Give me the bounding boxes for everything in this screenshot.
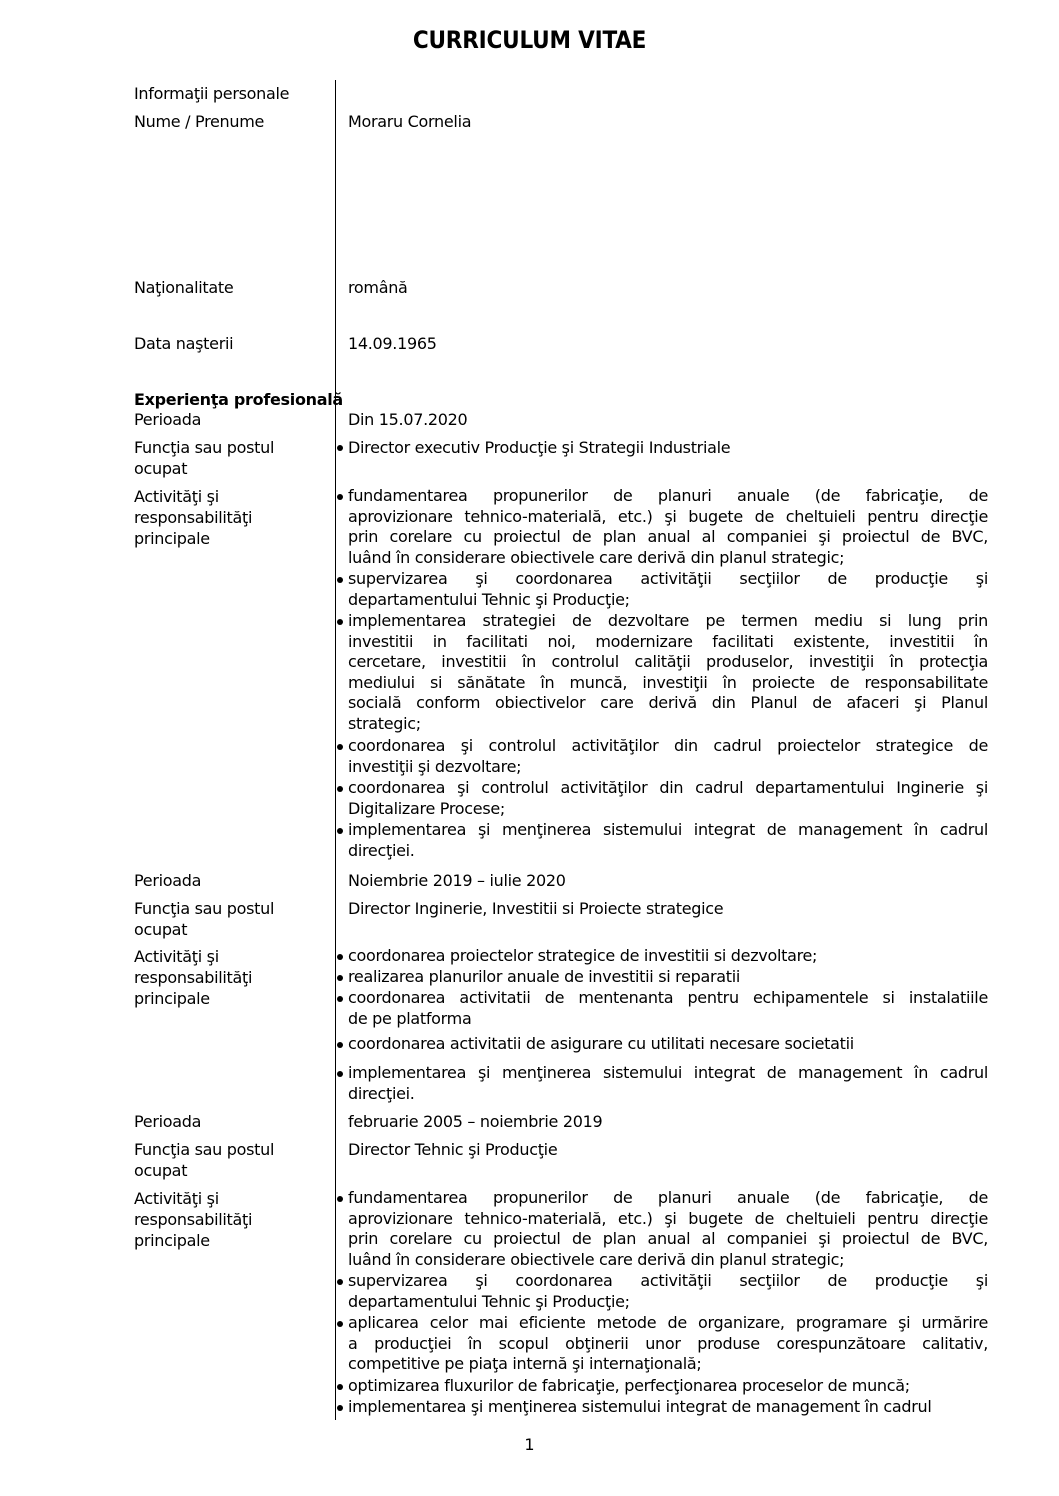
responsibility-item	[348, 569, 988, 610]
bullet-dot	[337, 1279, 343, 1285]
responsibility-line: implementarea şi menţinerea sistemului integrat de management în cadrul	[348, 820, 988, 839]
bullet-dot	[337, 1405, 343, 1411]
nationality-value: română	[348, 278, 408, 297]
responsibility-item	[348, 611, 988, 735]
responsibility-item	[348, 778, 988, 819]
bullet-dot	[337, 1196, 343, 1202]
bullet-dot	[337, 954, 343, 960]
bullet-dot	[337, 1321, 343, 1327]
responsibility-line: departamentului Tehnic şi Producţie;	[348, 1291, 630, 1311]
position-label: Funcţia sau postul ocupat	[134, 1140, 275, 1180]
responsibility-item	[348, 736, 988, 777]
responsibility-line: coordonarea activitatii de mentenanta pentru echipamentele si instalatiile	[348, 988, 988, 1007]
name-label: Nume / Prenume	[134, 112, 265, 131]
responsibility-line: aplicarea celor mai eficiente metode de organizare, programare şi urmărire	[348, 1313, 988, 1332]
bullet-dot	[337, 975, 343, 981]
position-label: Funcţia sau postul ocupat	[134, 438, 275, 478]
bullet-dot	[337, 1042, 343, 1048]
responsibility-item	[348, 967, 988, 988]
responsibility-line: luând în considerare obiectivele care derivă din planul strategic;	[348, 547, 845, 567]
responsibility-line: Digitalizare Procese;	[348, 798, 505, 818]
bullet-dot	[337, 786, 343, 792]
responsibility-line: socială conform obiectivelor care derivă din Planul de afaceri şi Planul	[348, 693, 988, 713]
responsibility-line: strategic;	[348, 713, 421, 733]
responsibility-line: prin corelare cu proiectul de plan anual al companiei şi proiectul de BVC,	[348, 527, 988, 547]
position-value: Director Tehnic şi Producţie	[348, 1140, 558, 1159]
responsibility-item	[348, 1397, 988, 1418]
period-label: Perioada	[134, 1112, 202, 1131]
responsibility-item	[348, 1271, 988, 1312]
responsibility-item	[348, 1034, 988, 1055]
bullet-dot	[337, 1071, 343, 1077]
responsibility-line: fundamentarea propunerilor de planuri anuale (de fabricaţie, de	[348, 1188, 988, 1207]
responsibility-item	[348, 1063, 988, 1104]
bullet-dot	[337, 619, 343, 625]
responsibility-line: fundamentarea propunerilor de planuri anuale (de fabricaţie, de	[348, 486, 988, 505]
responsibility-item	[348, 1188, 988, 1270]
experience-heading: Experienţa profesională	[134, 390, 343, 409]
bullet-dot	[337, 828, 343, 834]
responsibility-line: competitive pe piaţa internă şi internaţională;	[348, 1354, 702, 1374]
responsibility-line: aprovizionare tehnico-materială, etc.) şi bugete de cheltuieli pentru direcţie	[348, 506, 988, 526]
responsibility-line: a producţiei în scopul obţinerii unor produse corespunzătoare calitativ,	[348, 1333, 988, 1353]
responsibility-line: de pe platforma	[348, 1008, 472, 1028]
position-label: Funcţia sau postul ocupat	[134, 899, 275, 939]
responsibility-line: prin corelare cu proiectul de plan anual al companiei şi proiectul de BVC,	[348, 1229, 988, 1249]
position-value: Director Inginerie, Investitii si Proiecte strategice	[348, 899, 724, 918]
responsibility-line: coordonarea proiectelor strategice de investitii si dezvoltare;	[348, 946, 818, 965]
activities-label: Activităţi şi responsabilităţi principale	[134, 1189, 253, 1250]
responsibility-line: implementarea şi menţinerea sistemului integrat de management în cadrul	[348, 1063, 988, 1082]
responsibility-line: optimizarea fluxurilor de fabricaţie, perfecţionarea proceselor de muncă;	[348, 1376, 910, 1395]
responsibility-item	[348, 946, 988, 967]
responsibility-item	[348, 1313, 988, 1375]
period-value: Din 15.07.2020	[348, 410, 468, 429]
bullet-dot	[337, 577, 343, 583]
responsibility-line: implementarea strategiei de dezvoltare pe termen mediu si lung prin	[348, 611, 988, 630]
personal-info-heading: Informaţii personale	[134, 84, 290, 103]
period-value: februarie 2005 – noiembrie 2019	[348, 1112, 603, 1131]
responsibility-line: cercetare, investitii în controlul calităţii produselor, investiţii în protecţia	[348, 652, 988, 672]
responsibility-line: luând în considerare obiectivele care derivă din planul strategic;	[348, 1249, 845, 1269]
bullet-dot	[337, 494, 343, 500]
column-divider	[335, 80, 336, 1420]
document-title: CURRICULUM VITAE	[412, 26, 647, 54]
responsibility-line: investitii in facilitati noi, modernizare facilitati existente, investitii în	[348, 631, 988, 651]
responsibility-line: mediului si sănătate în muncă, investiţii în proiecte de responsabilitate	[348, 672, 988, 692]
position-value: Director executiv Producţie şi Strategii Industriale	[348, 438, 731, 457]
activities-label: Activităţi şi responsabilităţi principale	[134, 947, 253, 1008]
responsibility-line: supervizarea şi coordonarea activităţii secţiilor de producţie şi	[348, 569, 988, 588]
responsibility-line: coordonarea activitatii de asigurare cu utilitati necesare societatii	[348, 1034, 854, 1053]
responsibility-line: departamentului Tehnic şi Producţie;	[348, 589, 630, 609]
nationality-label: Naţionalitate	[134, 278, 234, 297]
responsibility-item	[348, 486, 988, 568]
responsibility-line: coordonarea şi controlul activităţilor din cadrul proiectelor strategice de	[348, 736, 988, 755]
bullet-dot	[337, 744, 343, 750]
responsibility-item	[348, 1376, 988, 1397]
responsibility-line: direcţiei.	[348, 1083, 415, 1103]
responsibility-line: coordonarea şi controlul activităţilor din cadrul departamentului Inginerie şi	[348, 778, 988, 797]
responsibility-line: direcţiei.	[348, 840, 415, 860]
bullet-dot	[337, 445, 343, 451]
birth-date-label: Data naşterii	[134, 334, 234, 353]
period-label: Perioada	[134, 871, 202, 890]
activities-label: Activităţi şi responsabilităţi principale	[134, 487, 253, 548]
responsibility-item	[348, 988, 988, 1029]
period-label: Perioada	[134, 410, 202, 429]
responsibility-line: investiţii şi dezvoltare;	[348, 756, 522, 776]
responsibility-line: aprovizionare tehnico-materială, etc.) şi bugete de cheltuieli pentru direcţie	[348, 1208, 988, 1228]
bullet-dot	[337, 1384, 343, 1390]
bullet-dot	[337, 996, 343, 1002]
page-number: 1	[524, 1435, 535, 1454]
responsibility-item	[348, 820, 988, 861]
period-value: Noiembrie 2019 – iulie 2020	[348, 871, 566, 890]
responsibility-line: supervizarea şi coordonarea activităţii secţiilor de producţie şi	[348, 1271, 988, 1290]
name-value: Moraru Cornelia	[348, 112, 472, 131]
responsibility-line: realizarea planurilor anuale de investitii si reparatii	[348, 967, 741, 986]
responsibility-line: implementarea şi menţinerea sistemului integrat de management în cadrul	[348, 1397, 932, 1416]
birth-date-value: 14.09.1965	[348, 334, 437, 353]
